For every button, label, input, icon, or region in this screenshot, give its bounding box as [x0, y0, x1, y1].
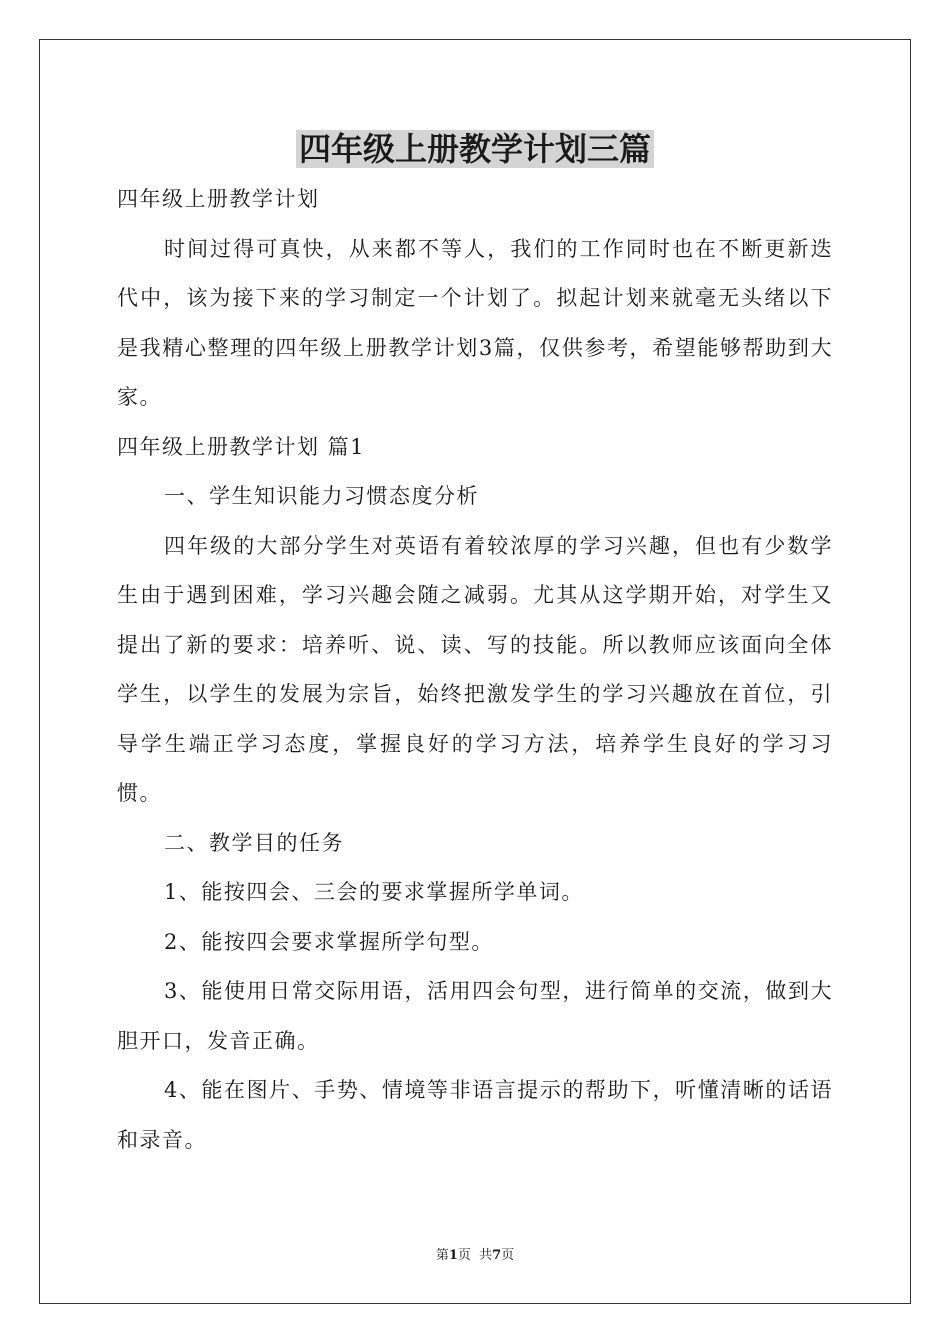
total-pages: 7 [492, 1248, 502, 1263]
document-title-text: 四年级上册教学计划三篇 [296, 130, 654, 168]
list-item: 1、能按四会、三会的要求掌握所学单词。 [164, 880, 584, 904]
total-suffix: 页 [501, 1248, 515, 1263]
document-body [117, 175, 833, 1165]
section-heading: 四年级上册教学计划 篇1 [117, 434, 366, 459]
page-number: 1 [448, 1248, 458, 1263]
page-prefix: 第 [435, 1248, 449, 1263]
section-heading: 四年级上册教学计划 [117, 187, 320, 211]
list-item: 4、能在图片、手势、情境等非语言提示的帮助下，听懂清晰的话语和录音。 [117, 1078, 833, 1152]
list-item: 2、能按四会要求掌握所学句型。 [164, 929, 494, 954]
subsection-heading: 一、学生知识能力习惯态度分析 [164, 484, 479, 508]
intro-paragraph: 时间过得可真快，从来都不等人，我们的工作同时也在不断更新迭代中，该为接下来的学习制定一个计划了。拟起计划来就毫无头绪以下是我精心整理的四年级上册教学计划3篇，仅供参考，希望能够帮助到大家。 [117, 236, 833, 409]
body-paragraph: 四年级的大部分学生对英语有着较浓厚的学习兴趣，但也有少数学生由于遇到困难，学习兴趣会随之减弱。尤其从这学期开始，对学生又提出了新的要求：培养听、说、读、写的技能。所以教师应该面向全体学生，以学生的发展为宗旨，始终把激发学生的学习兴趣放在首位，引导学生端正学习态度，掌握良好的学习方法，培养学生良好的学习习惯。 [117, 533, 833, 805]
subsection-heading: 二、教学目的任务 [164, 830, 344, 855]
list-item: 3、能使用日常交际用语，活用四会句型，进行简单的交流，做到大胆开口，发音正确。 [117, 979, 833, 1053]
total-prefix: 共 [479, 1248, 493, 1263]
document-title [0, 125, 950, 173]
page-suffix: 页 [457, 1248, 471, 1263]
page-footer [0, 1246, 950, 1266]
